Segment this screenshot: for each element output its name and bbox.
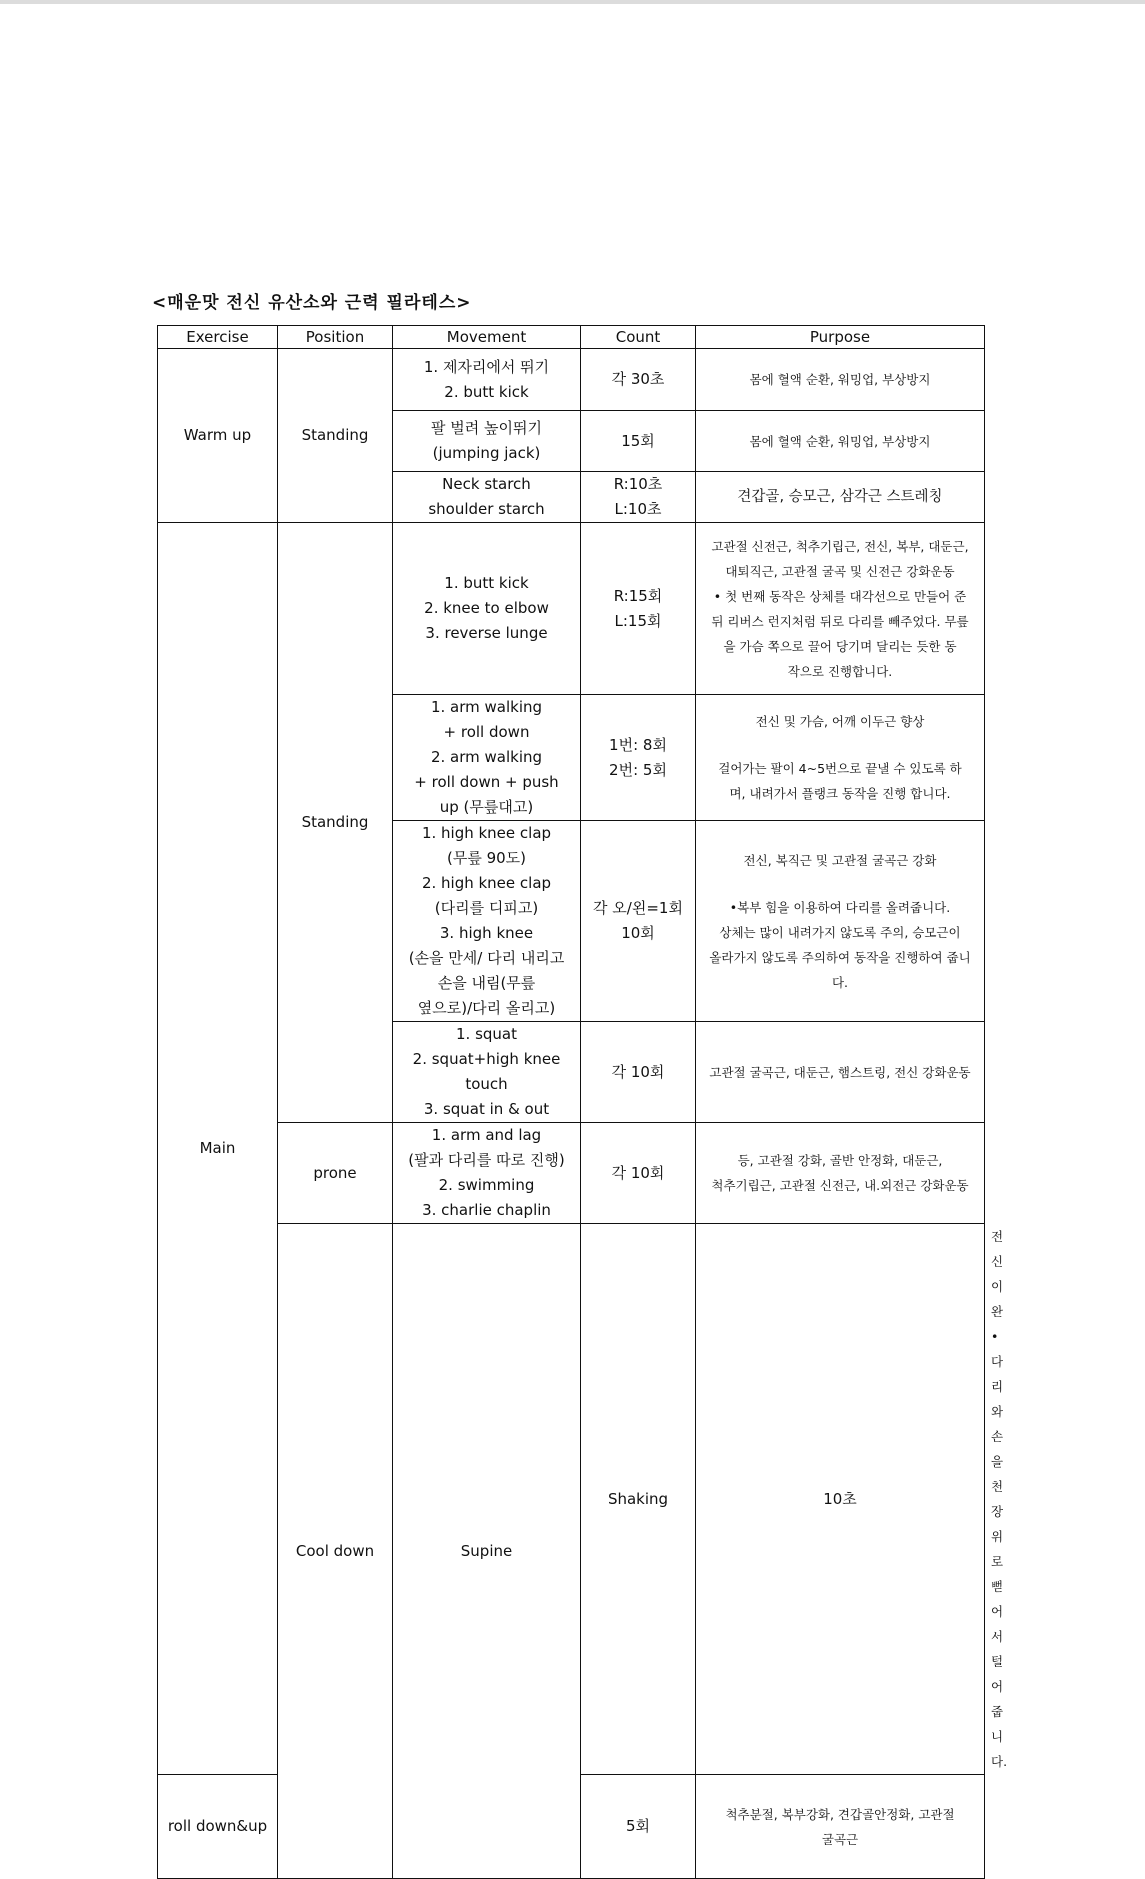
table-row [158, 523, 985, 695]
count-cell: 5회 [581, 1775, 696, 1879]
position-prone: prone [278, 1123, 393, 1224]
purpose-cell: 고관절 굴곡근, 대둔근, 햄스트링, 전신 강화운동 [696, 1022, 985, 1123]
movement-cell: 1. high knee clap (무릎 90도) 2. high knee clap (다리를 디피고) 3. high knee (손을 만세/ 다리 내리고 손을 내림(무릎 옆으로)/다리 올리고) [393, 821, 581, 1022]
header-count: Count [581, 326, 696, 349]
count-cell: 1번: 8회 2번: 5회 [581, 695, 696, 821]
purpose-cell: 전신, 복직근 및 고관절 굴곡근 강화 •복부 힘을 이용하여 다리를 올려줍니다. 상체는 많이 내려가지 않도록 주의, 승모근이 올라가지 않도록 주의하여 동작을 진행하여 줍니다. [696, 821, 985, 1022]
movement-cell: 1. squat 2. squat+high knee touch 3. squat in & out [393, 1022, 581, 1123]
count-cell: R:15회 L:15회 [581, 523, 696, 695]
count-cell: R:10초 L:10초 [581, 472, 696, 523]
header-purpose: Purpose [696, 326, 985, 349]
movement-cell: 1. 제자리에서 뛰기 2. butt kick [393, 349, 581, 411]
position-standing: Standing [278, 523, 393, 1123]
header-row [158, 326, 985, 349]
table-row [158, 349, 985, 411]
purpose-cell: 고관절 신전근, 척추기립근, 전신, 복부, 대둔근, 대퇴직근, 고관절 굴곡 및 신전근 강화운동 • 첫 번째 동작은 상체를 대각선으로 만들어 준 뒤 리버스 런지처럼 뒤로 다리를 빼주었다. 무릎 을 가슴 쪽으로 끌어 당기며 달리는 듯한 동 작으로 진행합니다. [696, 523, 985, 695]
movement-cell: 팔 벌려 높이뛰기 (jumping jack) [393, 411, 581, 472]
purpose-cell: 견갑골, 승모근, 삼각근 스트레칭 [696, 472, 985, 523]
table-row [158, 1123, 985, 1224]
movement-cell: Neck starch shoulder starch [393, 472, 581, 523]
purpose-cell: 몸에 혈액 순환, 워밍업, 부상방지 [696, 349, 985, 411]
header-movement: Movement [393, 326, 581, 349]
purpose-cell: 척추분절, 복부강화, 견갑골안정화, 고관절 굴곡근 [696, 1775, 985, 1879]
header-exercise: Exercise [158, 326, 278, 349]
table-row: Cool down Supine Shaking 10초 전신 이완 •다리와 손을 천장위로 뻗어서 털어줍니다. [158, 1224, 985, 1775]
position-standing: Standing [278, 349, 393, 523]
header-position: Position [278, 326, 393, 349]
count-cell: 각 30초 [581, 349, 696, 411]
exercise-plan-table [157, 325, 1008, 1879]
count-cell: 각 10회 [581, 1123, 696, 1224]
movement-cell: 1. arm and lag (팔과 다리를 따로 진행) 2. swimming 3. charlie chaplin [393, 1123, 581, 1224]
exercise-cooldown: Cool down [278, 1224, 393, 1879]
movement-cell: Shaking [581, 1224, 696, 1775]
top-border [0, 0, 1145, 4]
count-cell: 각 오/왼=1회 10회 [581, 821, 696, 1022]
count-cell: 10초 [696, 1224, 985, 1775]
movement-cell: 1. arm walking + roll down 2. arm walking + roll down + push up (무릎대고) [393, 695, 581, 821]
count-cell: 각 10회 [581, 1022, 696, 1123]
exercise-warmup: Warm up [158, 349, 278, 523]
purpose-cell: 전신 및 가슴, 어깨 이두근 향상 걸어가는 팔이 4~5번으로 끝낼 수 있도록 하 며, 내려가서 플랭크 동작을 진행 합니다. [696, 695, 985, 821]
exercise-main: Main [158, 523, 278, 1775]
purpose-cell: 몸에 혈액 순환, 워밍업, 부상방지 [696, 411, 985, 472]
purpose-cell: 등, 고관절 강화, 골반 안정화, 대둔근, 척추기립근, 고관절 신전근, 내.외전근 강화운동 [696, 1123, 985, 1224]
document-title: <매운맛 전신 유산소와 근력 필라테스> [152, 293, 472, 313]
position-supine: Supine [393, 1224, 581, 1879]
movement-cell: roll down&up [158, 1775, 278, 1879]
movement-cell: 1. butt kick 2. knee to elbow 3. reverse lunge [393, 523, 581, 695]
count-cell: 15회 [581, 411, 696, 472]
